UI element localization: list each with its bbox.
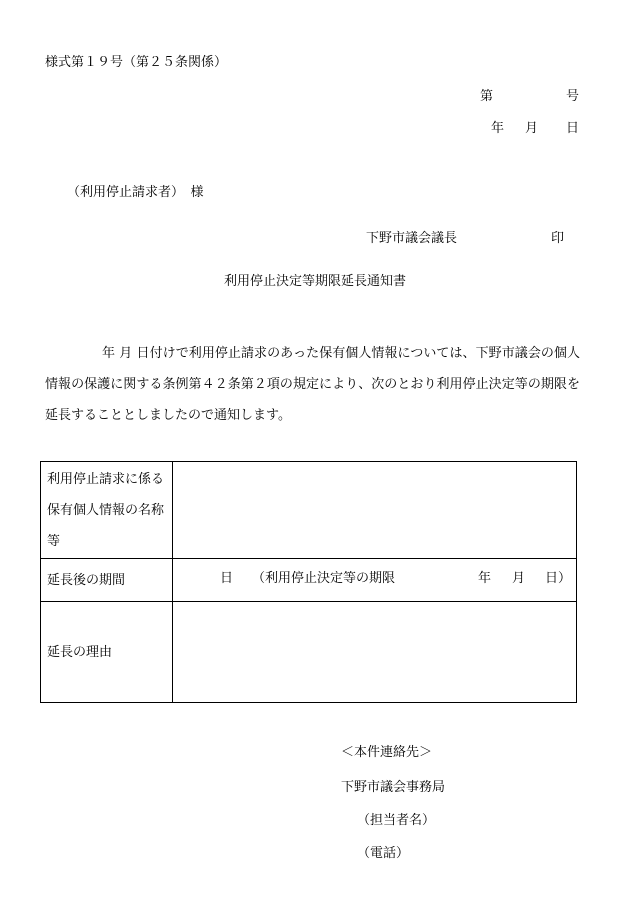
information-name-label: 利用停止請求に係る保有個人情報の名称等	[41, 462, 173, 559]
body-paragraph	[45, 338, 580, 431]
deadline-day: 日）	[545, 571, 572, 586]
notice-table	[40, 461, 577, 703]
extension-reason-value	[173, 602, 577, 703]
extended-period-label: 延長後の期間	[41, 559, 173, 602]
contact-office: 下野市議会事務局	[341, 780, 446, 795]
deadline-year: 年	[478, 571, 492, 586]
deadline-label: （利用停止決定等の期限	[252, 571, 396, 586]
information-name-value	[173, 462, 577, 559]
addressee: （利用停止請求者） 様	[67, 185, 204, 200]
extension-reason-label: 延長の理由	[41, 602, 173, 703]
contact-phone: （電話）	[357, 846, 410, 861]
table-row-information-name	[41, 462, 577, 559]
deadline-month: 月	[512, 571, 526, 586]
sender-name: 下野市議会議長	[366, 231, 458, 246]
date-year-label: 年	[491, 121, 505, 136]
contact-heading: ＜本件連絡先＞	[341, 745, 433, 760]
date-month-label: 月	[525, 121, 539, 136]
table-row-extended-period	[41, 559, 577, 602]
body-text: 年 月 日付けで利用停止請求のあった保有個人情報については、下野市議会の個人情報の保護に関する条例第４２条第２項の規定により、次のとおり利用停止決定等の期限を延長することとしましたので通知します。	[45, 346, 580, 423]
extended-period-value	[173, 559, 577, 602]
form-number: 様式第１９号（第２５条関係）	[45, 55, 228, 70]
contact-person: （担当者名）	[357, 813, 436, 828]
document-number-suffix: 号	[566, 89, 580, 104]
table-row-extension-reason	[41, 602, 577, 703]
document-title: 利用停止決定等期限延長通知書	[223, 274, 406, 289]
seal-mark: 印	[551, 231, 565, 246]
date-day-label: 日	[566, 121, 580, 136]
period-day: 日	[220, 571, 234, 586]
document-number-prefix: 第	[480, 89, 494, 104]
